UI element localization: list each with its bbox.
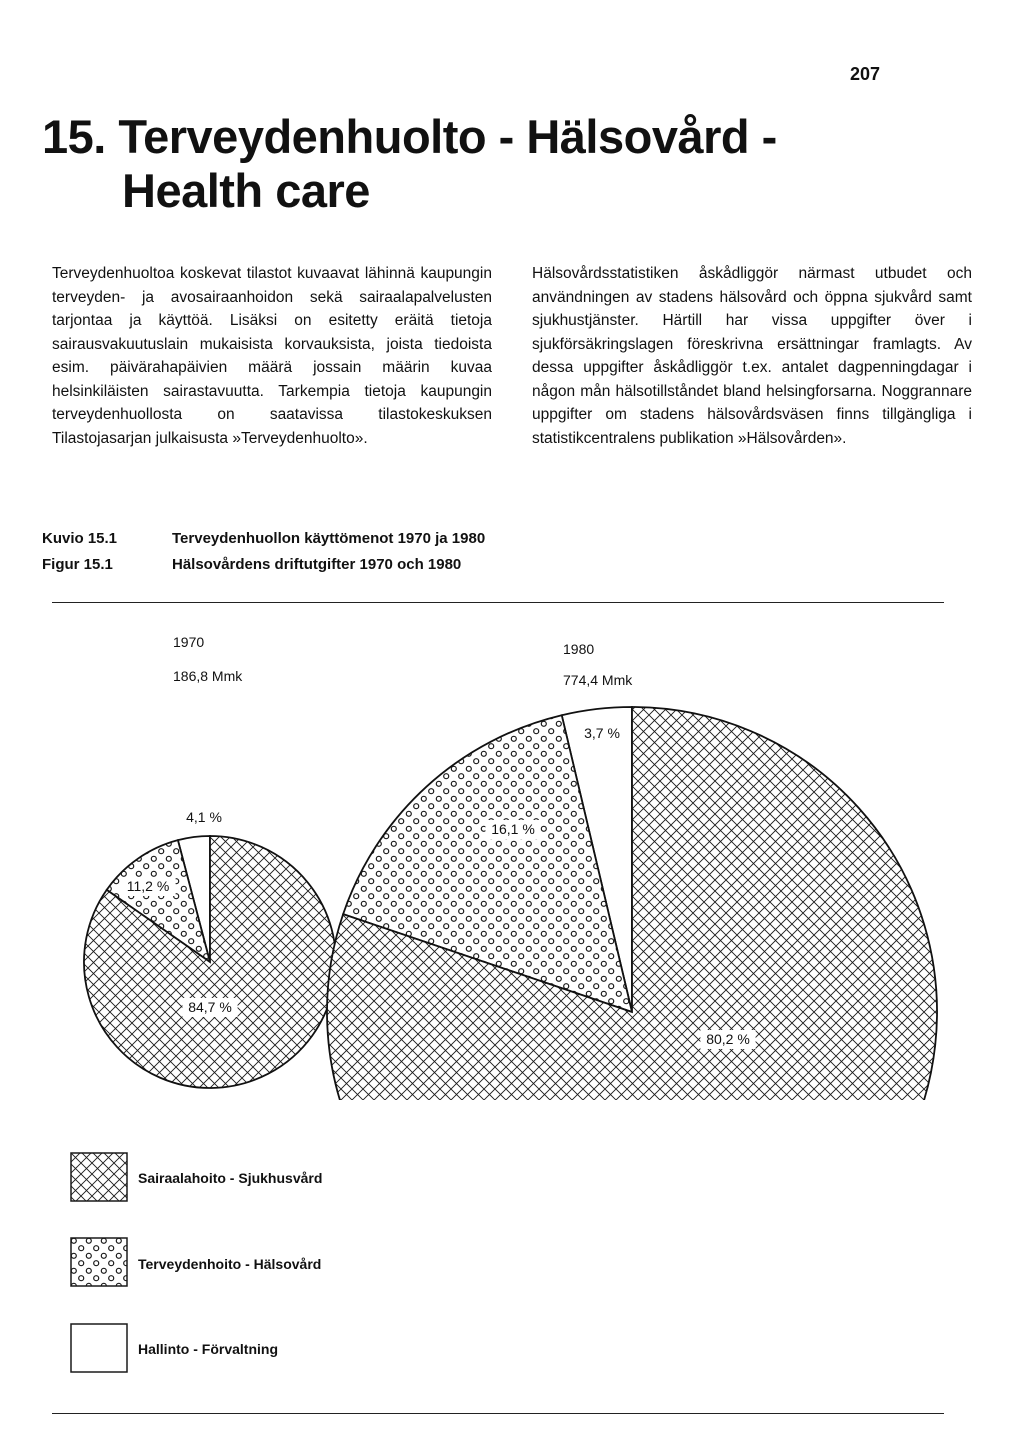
legend-swatch-blank <box>70 1323 128 1373</box>
figure-label-sv: Figur 15.1 <box>42 556 113 573</box>
intro-finnish: Terveydenhuoltoa koskevat tilastot kuvaavat lähinnä kaupungin terveyden- ja avosairaanhoidon sekä sairaalapalvelusten tarjontaa ja käyttöä. Lisäksi on esitetty eräitä tietoja sairausvakuutuslain mukaisista korvauksista, joista tiedoista esim. päivärahapäivien määrä jossain määrin kuvaa helsinkiläisten sairastavuutta. Tarkempia tietoja kaupungin terveydenhuollosta on saatavissa tilastokeskuksen Tilastojasarjan julkaisusta »Terveydenhuolto». <box>52 265 492 447</box>
legend-label-health-care: Terveydenhoito - Hälsovård <box>138 1256 322 1272</box>
pie-1980 <box>327 707 937 1100</box>
page-number: 207 <box>850 64 881 84</box>
pie-1970-value-label-health-care: 11,2 % <box>126 878 170 894</box>
pie-1980-value-label-hospital: 80,2 % <box>706 1031 750 1047</box>
title-line-1: 15. Terveydenhuolto - Hälsovård - <box>42 110 777 163</box>
figure-title-sv: Hälsovårdens driftutgifter 1970 och 1980 <box>172 556 462 573</box>
pie-1980-value-label-administration: 3,7 % <box>584 725 620 741</box>
legend-label-hospital: Sairaalahoito - Sjukhusvård <box>138 1170 323 1186</box>
pie-1970-total: 186,8 Mmk <box>173 668 243 684</box>
legend-swatch-crosshatch <box>70 1152 128 1202</box>
page-title <box>42 110 777 218</box>
pie-1980-year: 1980 <box>563 641 595 657</box>
legend-label-administration: Hallinto - Förvaltning <box>138 1341 278 1357</box>
pie-1970-value-label-hospital: 84,7 % <box>188 999 232 1015</box>
pie-1980-value-label-health-care: 16,1 % <box>491 821 535 837</box>
pie-1970-year: 1970 <box>173 634 205 650</box>
pie-1980-total: 774,4 Mmk <box>563 672 633 688</box>
intro-swedish: Hälsovårdsstatistiken åskådliggör närmast utbudet och användningen av stadens hälsovård och öppna sjukvård samt sjukhustjänster. Härtill har vissa uppgifter över i sjukförsäkringslagen föreskrivna ersättningar framlagts. Av dessa uppgifter åskådliggör t.ex. antalet dagpenningdagar i någon mån hälsotillståndet bland helsingforsarna. Noggrannare uppgifter om stadens hälsovårdsväsen finns tillgängliga i statistikcentralens publikation »Hälsovården». <box>532 265 972 447</box>
pie-1970-value-label-administration: 4,1 % <box>186 809 222 825</box>
pie-1970 <box>84 809 336 1088</box>
title-line-2: Health care <box>122 164 370 217</box>
pie-charts <box>0 600 1024 1100</box>
figure-bottom-rule <box>52 1413 944 1414</box>
figure-title-fi: Terveydenhuollon käyttömenot 1970 ja 1980 <box>172 530 486 547</box>
figure-label-fi: Kuvio 15.1 <box>42 530 118 547</box>
legend-swatch-dots <box>70 1237 128 1287</box>
